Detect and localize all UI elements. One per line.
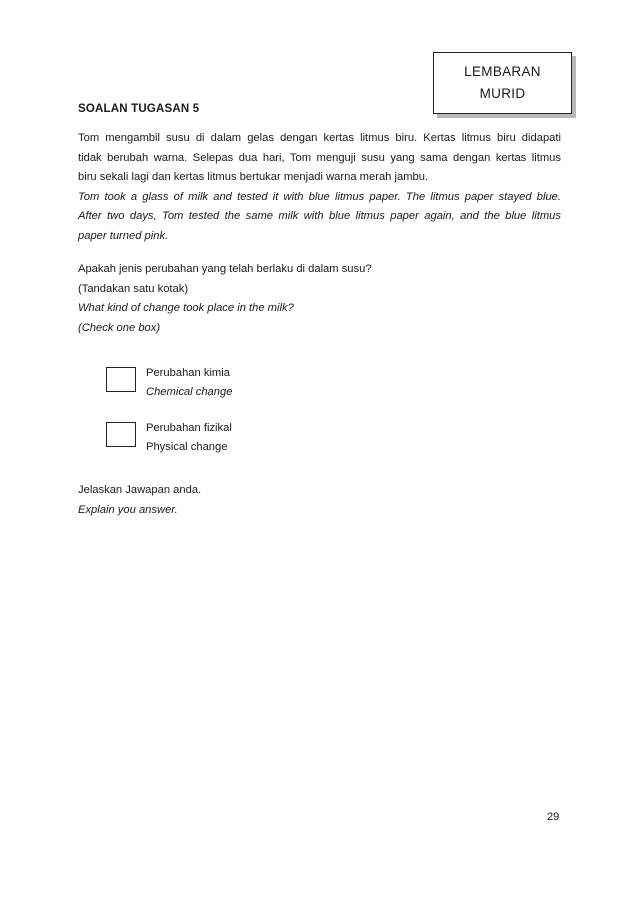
- option-label-malay: Perubahan fizikal: [146, 422, 232, 434]
- explain-english: Explain you answer.: [78, 503, 178, 516]
- explain-malay: Jelaskan Jawapan anda.: [78, 484, 202, 496]
- question-instruction-malay: (Tandakan satu kotak): [78, 282, 189, 295]
- context-english-line: paper turned pink.: [78, 229, 169, 242]
- option-label-english: Physical change: [146, 441, 228, 453]
- context-malay-line: Tom mengambil susu di dalam gelas dengan kertas litmus biru. Kertas litmus biru didapati: [78, 132, 561, 144]
- context-english-line: After two days, Tom tested the same milk with blue litmus paper again, and the blue litmus: [78, 210, 561, 222]
- context-malay-line: biru sekali lagi dan kertas litmus bertukar menjadi warna merah jambu.: [78, 171, 429, 183]
- page-number: 29: [547, 811, 560, 823]
- context-english-line: Tom took a glass of milk and tested it with blue litmus paper. The litmus paper stayed blue.: [78, 190, 561, 203]
- label-line-1: LEMBARAN: [464, 64, 541, 79]
- label-line-2: MURID: [479, 86, 526, 101]
- worksheet-label-box: [433, 52, 572, 114]
- physical-change-checkbox[interactable]: [106, 422, 136, 447]
- chemical-change-checkbox[interactable]: [106, 367, 136, 392]
- option-label-english: Chemical change: [146, 386, 233, 398]
- option-chemical-change[interactable]: [106, 367, 406, 407]
- context-malay-line: tidak berubah warna. Selepas dua hari, Tom menguji susu yang sama dengan kertas litmus: [78, 151, 561, 164]
- option-label-malay: Perubahan kimia: [146, 367, 230, 379]
- question-malay: Apakah jenis perubahan yang telah berlaku di dalam susu?: [78, 263, 372, 275]
- question-instruction-english: (Check one box): [78, 321, 161, 334]
- task-title: SOALAN TUGASAN 5: [78, 103, 200, 115]
- option-label: [146, 419, 232, 457]
- option-physical-change[interactable]: [106, 422, 406, 462]
- question-english: What kind of change took place in the milk?: [78, 302, 294, 314]
- context-paragraph: [78, 129, 561, 246]
- option-label: [146, 364, 232, 402]
- explain-block: [78, 481, 561, 520]
- question-block: [78, 260, 561, 338]
